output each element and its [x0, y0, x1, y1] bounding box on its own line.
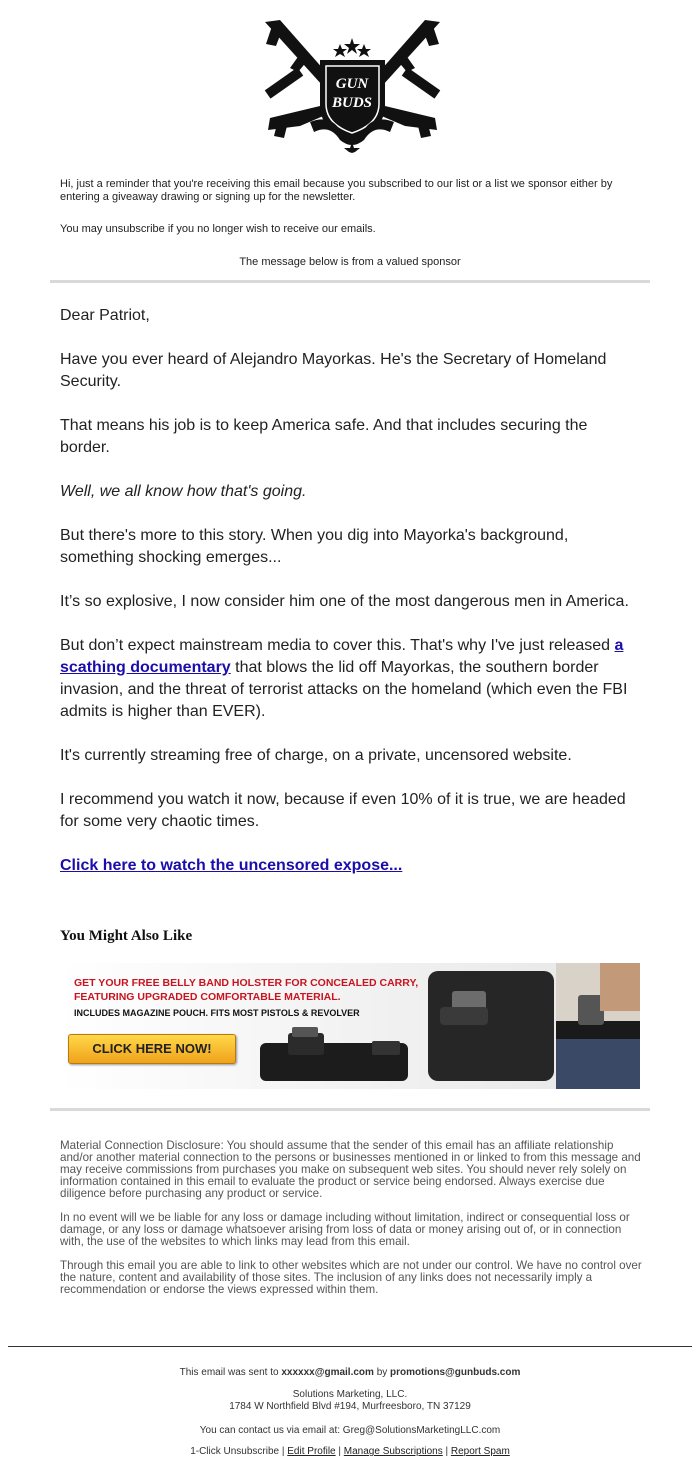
link-separator: | — [442, 1446, 451, 1457]
banner-subheadline: INCLUDES MAGAZINE POUCH. FITS MOST PISTOLS & REVOLVER — [74, 1008, 360, 1018]
watch-expose-link[interactable]: Click here to watch the uncensored expose... — [60, 857, 403, 874]
material-connection-disclosure: Material Connection Disclosure: You should assume that the sender of this email has an affiliate relationship and/or another material connection to the persons or businesses mentioned in or linked to from this message and may receive commissions from purchases you make on subsequent web sites. You should never rely solely on information contained in this email to evaluate the product or service being endorsed. Always exercise due diligence before purchasing any product or service. — [60, 1139, 641, 1200]
sponsor-note: The message below is from a valued sponsor — [239, 256, 461, 268]
divider-bottom — [50, 1108, 650, 1111]
contact-line — [0, 1425, 700, 1436]
greeting: Dear Patriot, — [60, 307, 150, 324]
banner-headline — [74, 976, 454, 1004]
logo-text-gun: GUN — [335, 76, 369, 92]
paragraph-6-text-after: that blows the lid off Mayorkas, the southern border invasion, and the threat of terrorist attacks on the homeland (which even the FBI admits is higher than EVER). — [60, 659, 628, 720]
paragraph-7: It's currently streaming free of charge, on a private, uncensored website. — [60, 747, 572, 764]
sent-to-line — [0, 1367, 700, 1378]
divider-top — [50, 280, 650, 283]
paragraph-1: Have you ever heard of Alejandro Mayorkas. He's the Secretary of Homeland Security. — [60, 351, 607, 390]
footer-divider — [8, 1346, 692, 1347]
paragraph-6-text-before: But don’t expect mainstream media to cover this. That's why I've just released — [60, 637, 615, 654]
edit-profile-link[interactable]: Edit Profile — [287, 1446, 336, 1457]
link-separator: | — [279, 1446, 288, 1457]
crossed-rifles-logo-icon — [260, 18, 445, 153]
holster-ad-banner[interactable] — [60, 963, 640, 1089]
manage-subscriptions-link[interactable]: Manage Subscriptions — [343, 1446, 443, 1457]
paragraph-5: It’s so explosive, I now consider him one of the most dangerous men in America. — [60, 593, 629, 610]
you-might-also-like-heading: You Might Also Like — [60, 928, 193, 944]
disclosure-section — [60, 1140, 645, 1308]
message-body — [60, 305, 640, 899]
subscription-notice — [60, 178, 640, 236]
footer-links — [0, 1446, 700, 1457]
paragraph-2: That means his job is to keep America safe. And that includes securing the border. — [60, 417, 588, 456]
sent-by-text: by — [373, 1367, 391, 1378]
sent-to-prefix: This email was sent to — [179, 1367, 282, 1378]
sender-email: promotions@gunbuds.com — [390, 1367, 521, 1378]
paragraph-3: Well, we all know how that's going. — [60, 483, 307, 500]
gunbuds-logo — [260, 18, 445, 153]
external-links-disclaimer: Through this email you are able to link to other websites which are not under our control. We have no control over the nature, content and availability of those sites. The inclusion of any links does not necessarily imply a recommendation or endorse the views expressed within them. — [60, 1259, 642, 1296]
banner-headline-line-1: GET YOUR FREE BELLY BAND HOLSTER FOR CONCEALED CARRY, — [74, 977, 419, 989]
contact-email: Greg@SolutionsMarketingLLC.com — [342, 1425, 501, 1436]
subscription-reminder-text: Hi, just a reminder that you're receiving this email because you subscribed to our list or a list we sponsor either by entering a giveaway drawing or signing up for the newsletter. — [60, 178, 613, 203]
paragraph-6 — [60, 635, 640, 723]
recipient-email: xxxxxx@gmail.com — [281, 1367, 374, 1378]
paragraph-4: But there's more to this story. When you dig into Mayorka's background, something shocking emerges... — [60, 527, 569, 566]
cta-paragraph — [60, 855, 640, 877]
unsubscribe-note-text: You may unsubscribe if you no longer wish to receive our emails. — [60, 223, 376, 235]
paragraph-8: I recommend you watch it now, because if even 10% of it is true, we are headed for some very chaotic times. — [60, 791, 626, 830]
documentary-link[interactable]: a scathing documentary — [60, 637, 624, 676]
contact-prefix: You can contact us via email at: — [199, 1425, 343, 1436]
click-here-now-button[interactable]: CLICK HERE NOW! — [68, 1034, 236, 1064]
company-address: 1784 W Northfield Blvd #194, Murfreesboro, TN 37129 — [229, 1401, 471, 1412]
link-separator: | — [335, 1446, 344, 1457]
logo-text-buds: BUDS — [331, 95, 373, 111]
liability-disclaimer: In no event will we be liable for any loss or damage including without limitation, indirect or consequential loss or damage, or any loss or damage whatsoever arising from loss of data or money arising out of, or in connection with, the use of the websites to which links may lead from this email. — [60, 1211, 630, 1248]
report-spam-link[interactable]: Report Spam — [450, 1446, 510, 1457]
company-name: Solutions Marketing, LLC. — [292, 1389, 408, 1400]
one-click-unsubscribe[interactable]: 1-Click Unsubscribe — [190, 1446, 280, 1457]
banner-headline-line-2: FEATURING UPGRADED COMFORTABLE MATERIAL. — [74, 991, 341, 1003]
